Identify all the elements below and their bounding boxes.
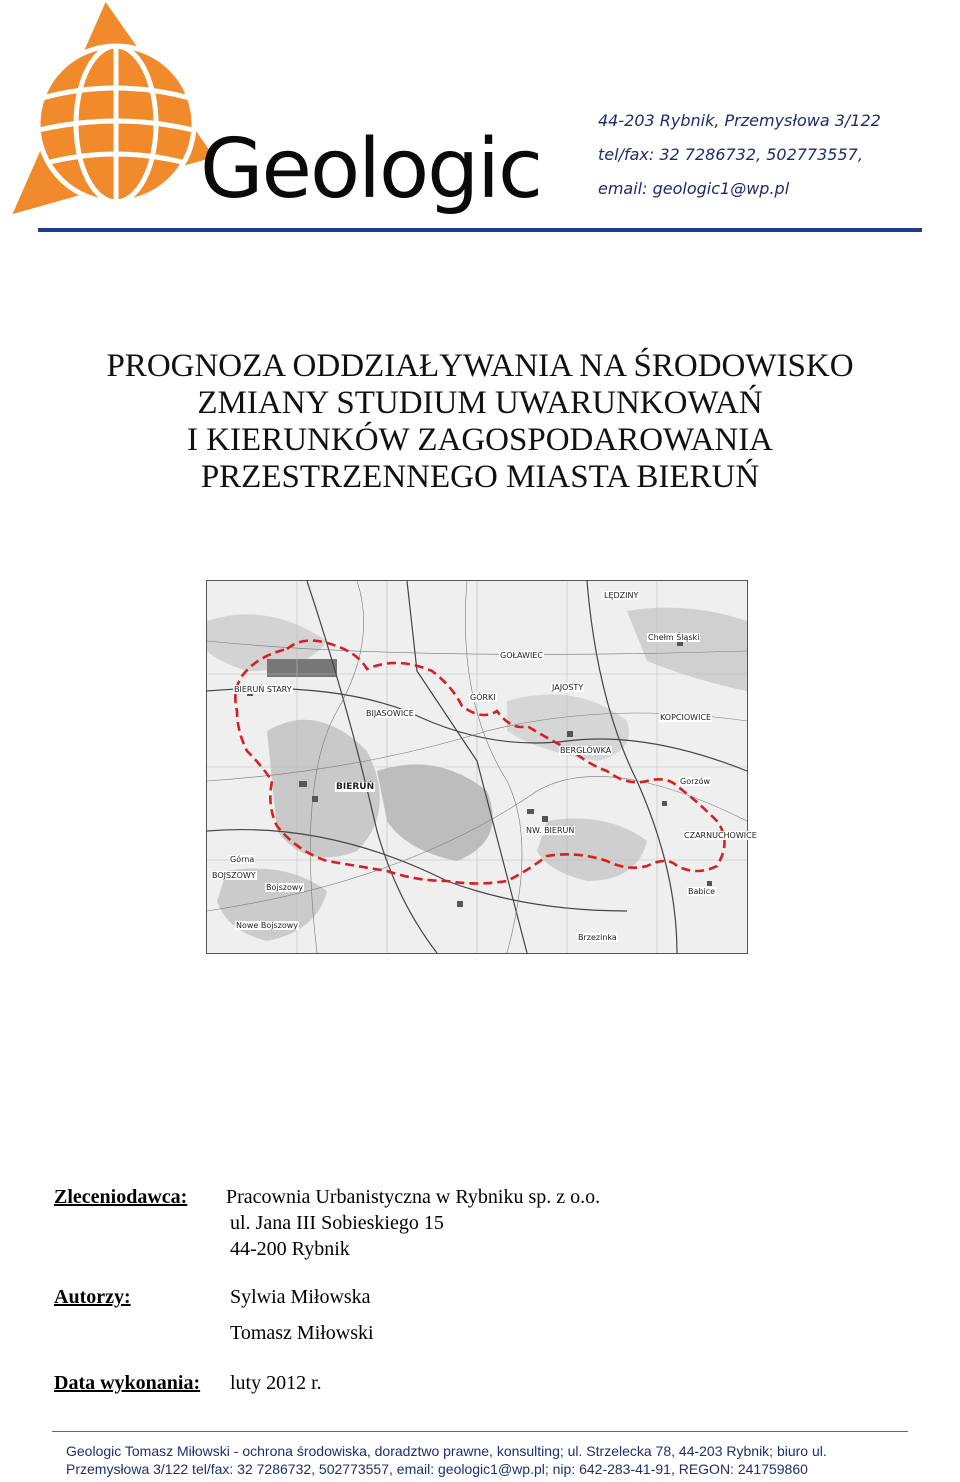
map-label: JAJOSTY [552,683,584,692]
author-name: Sylwia Miłowska [230,1286,371,1308]
footer-divider [52,1431,908,1432]
authors-label: Autorzy: [54,1286,131,1308]
author-name: Tomasz Miłowski [230,1322,374,1344]
map-label: BERGLÓWKA [560,746,612,755]
map-label: Babice [688,887,716,896]
header-divider [38,228,922,232]
map-label: Brzezinka [578,933,617,942]
page-footer [66,1442,916,1478]
company-phone: tel/fax: 32 7286732, 502773557, [598,145,863,164]
map-label: Nowe Bojszowy [236,921,299,930]
title-line: PRZESTRZENNEGO MIASTA BIERUŃ [200,459,760,495]
company-contact [598,104,948,206]
topographic-map [206,580,757,954]
map-label: BIJASOWICE [366,709,414,718]
map-label: GÓRKI [470,693,496,702]
date-label: Data wykonania: [54,1372,201,1394]
map-label: Bojszowy [266,883,304,892]
title-line: I KIERUNKÓW ZAGOSPODAROWANIA [186,422,774,458]
logo-wordmark: Geologic [200,122,542,217]
client-line: ul. Jana III Sobieskiego 15 [230,1212,444,1234]
map-label: Gorzów [680,777,711,786]
map-label: CZARNUCHOWICE [684,831,757,840]
client-label: Zleceniodawca: [54,1186,188,1208]
map-label: KOPCIOWICE [660,713,712,722]
map-label: GOŁAWIEC [500,651,543,660]
title-line: ZMIANY STUDIUM UWARUNKOWAŃ [197,385,763,421]
map-label: NW. BIERUŃ [526,826,575,835]
map-label: BIERUŃ STARY [234,685,292,694]
title-line: PROGNOZA ODDZIAŁYWANIA NA ŚRODOWISKO [106,348,854,384]
map-label: BIERUŃ [336,782,375,792]
footer-line: Geologic Tomasz Miłowski - ochrona środowiska, doradztwo prawne, konsulting; ul. Strzelecka 78, 44-203 Rybnik; biuro ul. [66,1443,827,1459]
client-line: 44-200 Rybnik [230,1238,350,1260]
date-value: luty 2012 r. [230,1372,322,1394]
globe-logo-icon [16,6,211,211]
client-line: Pracownia Urbanistyczna w Rybniku sp. z o.o. [226,1186,601,1208]
footer-line: Przemysłowa 3/122 tel/fax: 32 7286732, 502773557, email: geologic1@wp.pl; nip: 642-283-41-91, REGON: 241759860 [66,1461,808,1477]
company-email: email: geologic1@wp.pl [598,179,790,198]
company-address: 44-203 Rybnik, Przemysłowa 3/122 [598,111,881,130]
map-label: Chełm Śląski [648,633,700,642]
map-label: BOJSZOWY [212,871,256,880]
map-label: LĘDZINY [604,591,639,600]
map-label: Górna [230,855,255,864]
document-title [0,348,960,496]
